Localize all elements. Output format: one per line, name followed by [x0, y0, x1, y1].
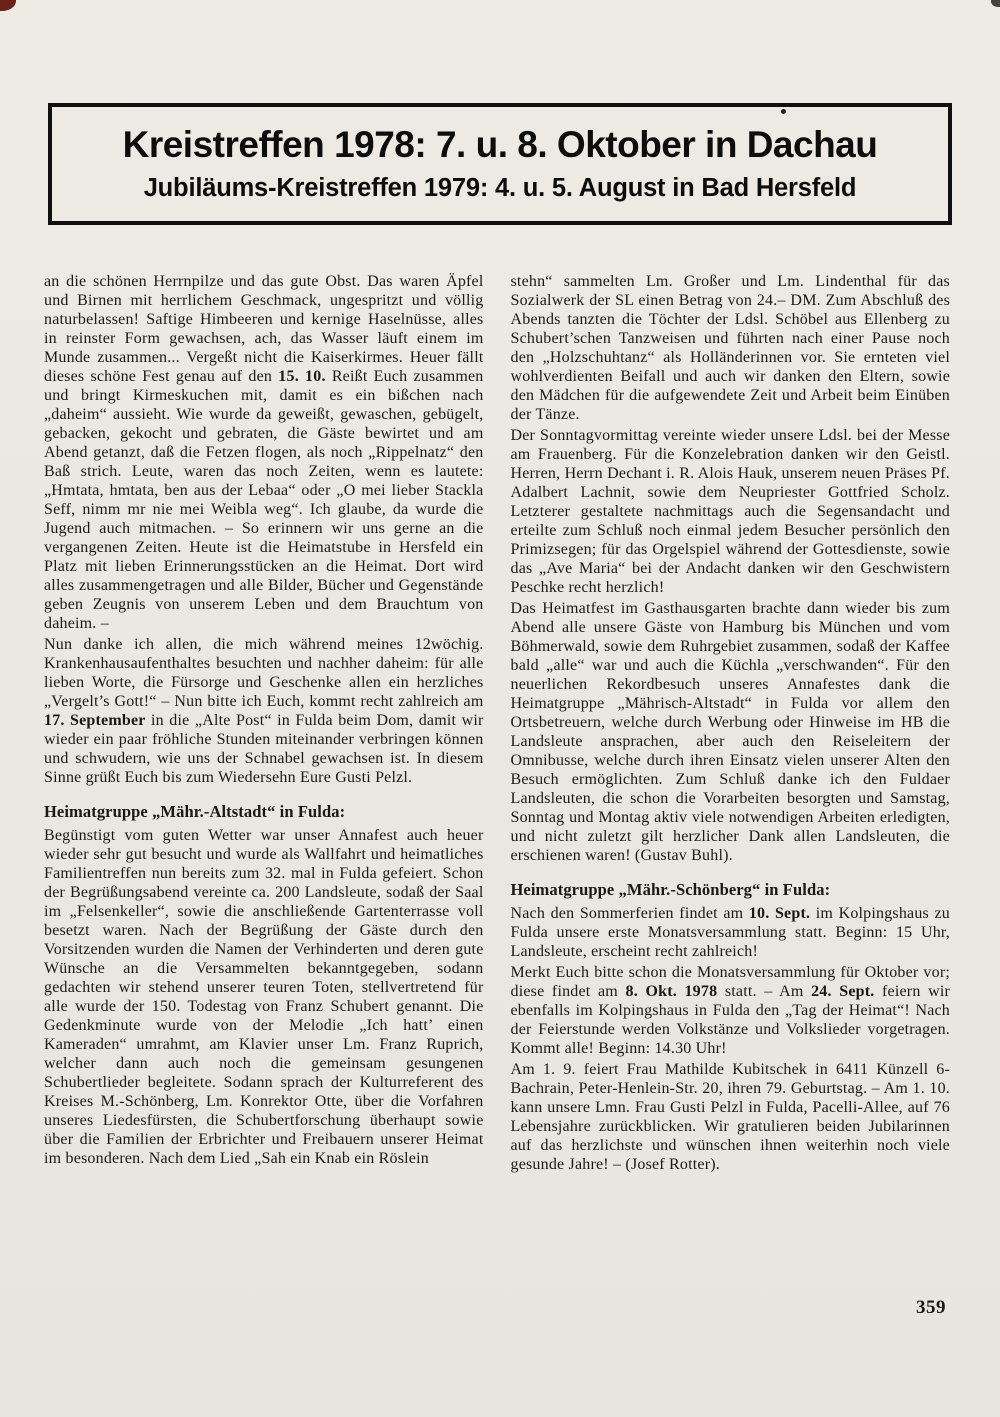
left-column — [44, 272, 484, 1176]
text: Das Heimatfest im Gasthausgarten brachte dann wieder bis zum Abend alle unsere Gäste von Hamburg bis München und vom Böhmerwald, sowie dem Ruhrgebiet zusammen, sodaß der Kaffee bald „alle“ war und auch die Küchla „verschwanden“. Für den neuerlichen Rekordbesuch unseres Annafestes dank die Heimatgruppe „Mährisch-Altstadt“ in Fulda vor allem den Ortsbetreuern, welche durch Werbung oder Hinweise im HB die Landsleute ansprachen, aber auch den Reiseleitern der Omnibusse, welche durch ihren Einsatz vielen unserer Alten den Besuch ermöglichten. Zum Schluß danke ich den Fuldaer Landsleuten, die schon die Vorarbeiten besorgten und Samstag, Sonntag und Montag aktiv viele notwendigen Arbeiten erledigten, und nicht zuletzt gilt herzlicher Dank allen Landsleuten, die erschienen waren! (Gustav Buhl). — [510, 600, 950, 864]
paragraph — [44, 826, 484, 1168]
text: Reißt Euch zusammen und bringt Kirmeskuchen mit, damit es ein bißchen nach „daheim“ aussieht. Wie wurde da geweißt, gewaschen, gebügelt, gebacken, gekocht und gebraten, die Gäste bewirtet und am Abend getanzt, daß die Fetzen flogen, als noch „Rippelnatz“ den Baß strich. Leute, waren das noch Zeiten, wenn es lautete: „Hmtata, hmtata, ben aus der Lebaa“ oder „O mei lieber Stackla Seff, nimm mr nie mei Weibla weg“. Ich glaube, da wurde die Jugend auch mitmachen. – So erinnern wir uns gerne an die vergangenen Zeiten. Heute ist die Heimatstube in Hersfeld ein Platz mit lieben Erinnerungsstücken an die Heimat. Dort wird alles zusammengetragen und alle Bilder, Bücher und Gegenstände geben Zeugnis von unserem Leben und dem Brauchtum von daheim. – — [44, 368, 484, 632]
bold-text: 10. Sept. — [748, 905, 811, 922]
scan-artifact-top-right — [991, 0, 1000, 7]
text: feiern wir ebenfalls im Kolpingshaus in Fulda den „Tag der Heimat“! Nach der Feierstunde werden Volkstänze und Volkslieder vorgetragen. Kommt alle! Beginn: 14.30 Uhr! — [510, 983, 951, 1057]
section-heading — [44, 802, 484, 821]
paragraph — [511, 426, 951, 597]
text: im Kolpingshaus zu Fulda unsere erste Monatsversammlung statt. Beginn: 15 Uhr, Landsleute, erscheint recht zahlreich! — [510, 905, 951, 960]
text: stehn“ sammelten Lm. Großer und Lm. Lindenthal für das Sozialwerk der SL einen Betrag von 24.– DM. Zum Abschluß des Abends tanzten die Töchter der Ldsl. Schöbel aus Ellenberg zu Schubert’schen Tanzweisen und führten nach einer Pause noch den „Holzschuhtanz“ als Holländerinnen vor. Sie ernteten viel wohlverdienten Beifall und auch wir danken den Eltern, sowie den Mädchen für die aufgewendete Zeit und Arbeit beim Einüben der Tänze. — [510, 273, 950, 423]
article-columns — [44, 272, 950, 1176]
bold-text: 24. Sept. — [811, 983, 875, 1000]
announcement-box — [48, 103, 952, 225]
text: Begünstigt vom guten Wetter war unser Annafest auch heuer wieder sehr gut besucht und wurde als Wallfahrt und heimatliches Familientreffen nun bereits zum 32. mal in Fulda gefeiert. Schon der Begrüßungsabend vereinte ca. 200 Landsleute, sodaß der Saal im „Felsenkeller“, sowie die anschließende Gartenterrasse voll besetzt waren. Nach der Begrüßung der Gäste durch den Vorsitzenden wurden die Namen der Verhinderten und deren gute Wünsche an die Versammelten bekanntgegeben, sodann gedachten wir stehend unserer teuren Toten, stellvertretend für alle wurde der 150. Todestag von Franz Schubert genannt. Die Gedenkminute wurde von der Melodie „Ich hatt’ einen Kameraden“ umrahmt, am Klavier unser Lm. Franz Ruprich, welcher dann auch noch die gemeinsam gesungenen Schubertlieder begleitete. Sodann sprach der Kulturreferent des Kreises M.-Schönberg, Lm. Konrektor Otte, über die Vorfahren unseres Liedesfürsten, die Schubertforschung überhaupt sowie über die Familien der Erbrichter und Freibauern unserer Heimat im besonderen. Nach dem Lied „Sah ein Knab ein Röslein — [44, 827, 484, 1167]
paragraph — [511, 963, 951, 1058]
text: Der Sonntagvormittag vereinte wieder unsere Ldsl. bei der Messe am Frauenberg. Für die Konzelebration danken wir den Geistl. Herren, Herrn Dechant i. R. Alois Hauk, unserem neuen Präses Pf. Adalbert Lachnit, sowie dem Neupriester Gottfried Scholz. Letzterer gestaltete nachmittags auch die Segensandacht und erteilte zum Schluß noch einmal jedem Besucher persönlich den Primizsegen; für das Orgelspiel während der Gottesdienste, sowie das „Ave Maria“ bei der Andacht danken wir den Geschwistern Peschke recht herzlich! — [510, 427, 950, 596]
paragraph — [44, 272, 484, 633]
announcement-title-line2: Jubiläums-Kreistreffen 1979: 4. u. 5. August in Bad Hersfeld — [143, 174, 857, 203]
paragraph — [511, 272, 951, 424]
text: an die schönen Herrnpilze und das gute Obst. Das waren Äpfel und Birnen mit herrlichem Geschmack, ungespritzt und völlig naturbelassen! Saftige Himbeeren und kernige Haselnüsse, alles in reinster Form gewachsen, ach, das Wasser läuft einem im Munde zusammen... Vergeßt nicht die Kaiserkirmes. Heuer fällt dieses schöne Fest genau auf den — [44, 273, 484, 385]
bold-text: 15. 10. — [278, 368, 326, 385]
text: Merkt Euch bitte schon die Monatsversammlung für Oktober vor; diese findet am — [510, 964, 950, 1000]
page-number: 359 — [916, 1297, 946, 1318]
right-column — [511, 272, 951, 1176]
paragraph — [511, 904, 951, 961]
scan-artifact-top-left — [0, 0, 16, 11]
paragraph — [511, 1060, 951, 1174]
bold-text: Heimatgruppe „Mähr.-Schönberg“ in Fulda: — [510, 880, 831, 899]
text: in die „Alte Post“ in Fulda beim Dom, damit wir wieder ein paar fröhliche Stunden miteinander verbringen können und schwudern, wie uns der Schnabel gewachsen ist. In diesem Sinne grüßt Euch bis zum Wiedersehn Eure Gusti Pelzl. — [44, 712, 484, 786]
paragraph — [44, 635, 484, 787]
text: statt. – Am — [717, 983, 812, 1000]
paragraph — [511, 599, 951, 865]
section-heading — [511, 880, 951, 899]
text: Nun danke ich allen, die mich während meines 12wöchig. Krankenhausaufenthaltes besuchten und nachher daheim: für alle lieben Worte, die Fürsorge und Geschenke allen ein herzliches „Vergelt’s Gott!“ – Nun bitte ich Euch, kommt recht zahlreich am — [44, 636, 484, 710]
text: Nach den Sommerferien findet am — [510, 905, 749, 922]
announcement-title-line1: Kreistreffen 1978: 7. u. 8. Oktober in Dachau — [122, 124, 878, 165]
bold-text: Heimatgruppe „Mähr.-Altstadt“ in Fulda: — [44, 802, 346, 821]
bold-text: 17. September — [44, 712, 146, 729]
bold-text: 8. Okt. 1978 — [625, 983, 718, 1000]
text: Am 1. 9. feiert Frau Mathilde Kubitschek in 6411 Künzell 6-Bachrain, Peter-Henlein-Str. 20, ihren 79. Geburtstag. – Am 1. 10. kann unsere Lmn. Frau Gusti Pelzl in Fulda, Pacelli-Allee, auf 76 Lebensjahre zurückblicken. Wir gratulieren beiden Jubilarinnen auf das herzlichste und wünschen ihnen weiterhin noch viele gesunde Jahre! – (Josef Rotter). — [510, 1061, 950, 1173]
